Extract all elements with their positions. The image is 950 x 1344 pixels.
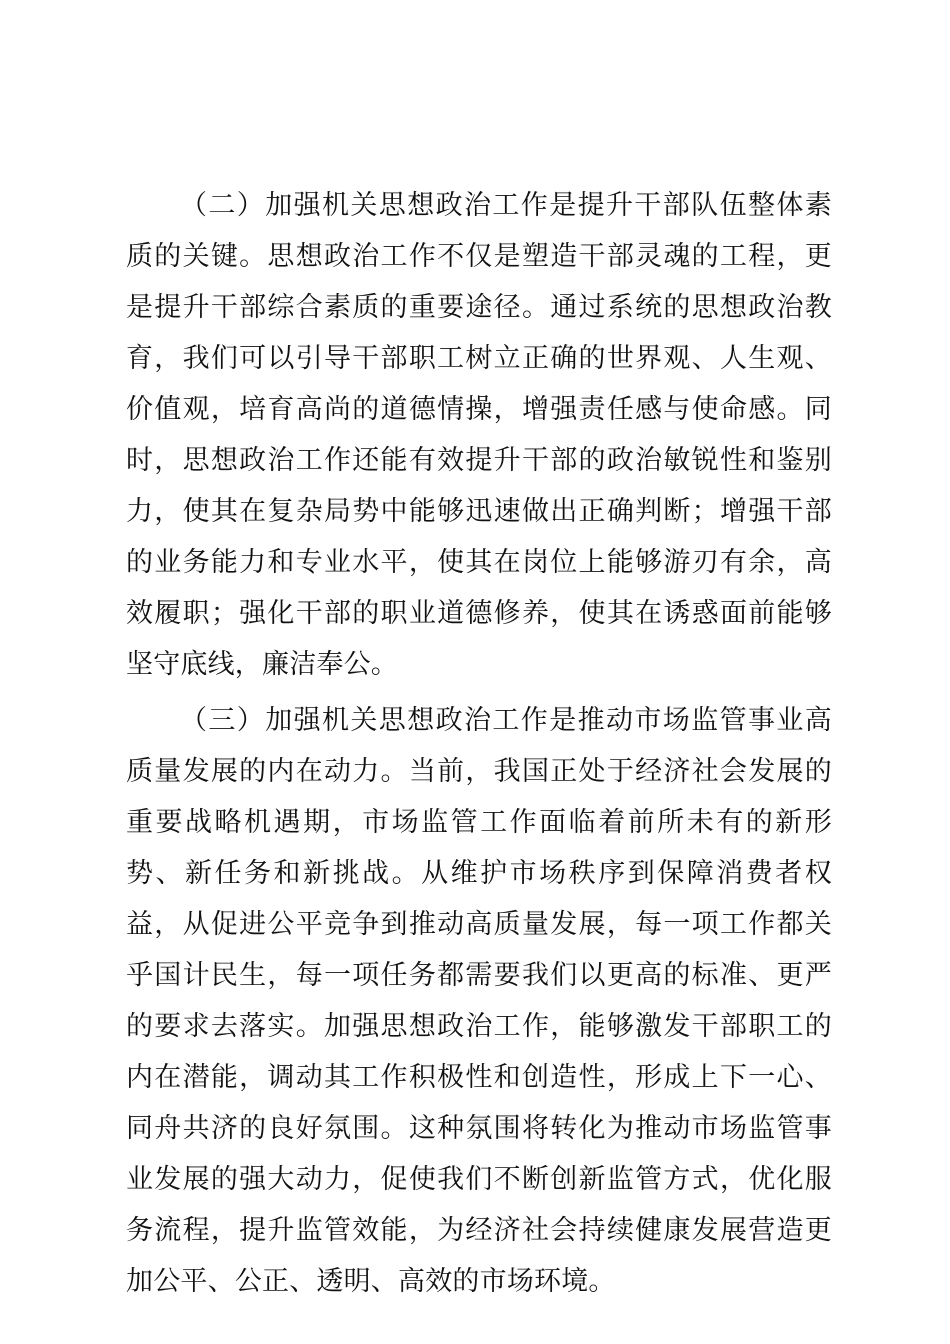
paragraph-2: （二）加强机关思想政治工作是提升干部队伍整体素质的关键。思想政治工作不仅是塑造干部灵魂的工程，更是提升干部综合素质的重要途径。通过系统的思想政治教育，我们可以引导干部职工树立正确的世界观、人生观、价值观，培育高尚的道德情操，增强责任感与使命感。同时，思想政治工作还能有效提升干部的政治敏锐性和鉴别力，使其在复杂局势中能够迅速做出正确判断；增强干部的业务能力和专业水平，使其在岗位上能够游刃有余，高效履职；强化干部的职业道德修养，使其在诱惑面前能够坚守底线，廉洁奉公。 (126, 190, 832, 680)
paragraph-3: （三）加强机关思想政治工作是推动市场监管事业高质量发展的内在动力。当前，我国正处于经济社会发展的重要战略机遇期，市场监管工作面临着前所未有的新形势、新任务和新挑战。从维护市场秩序到保障消费者权益，从促进公平竞争到推动高质量发展，每一项工作都关乎国计民生，每一项任务都需要我们以更高的标准、更严的要求去落实。加强思想政治工作，能够激发干部职工的内在潜能，调动其工作积极性和创造性，形成上下一心、同舟共济的良好氛围。这种氛围将转化为推动市场监管事业发展的强大动力，促使我们不断创新监管方式，优化服务流程，提升监管效能，为经济社会持续健康发展营造更加公平、公正、透明、高效的市场环境。 (126, 705, 832, 1297)
document-body (126, 180, 832, 1312)
